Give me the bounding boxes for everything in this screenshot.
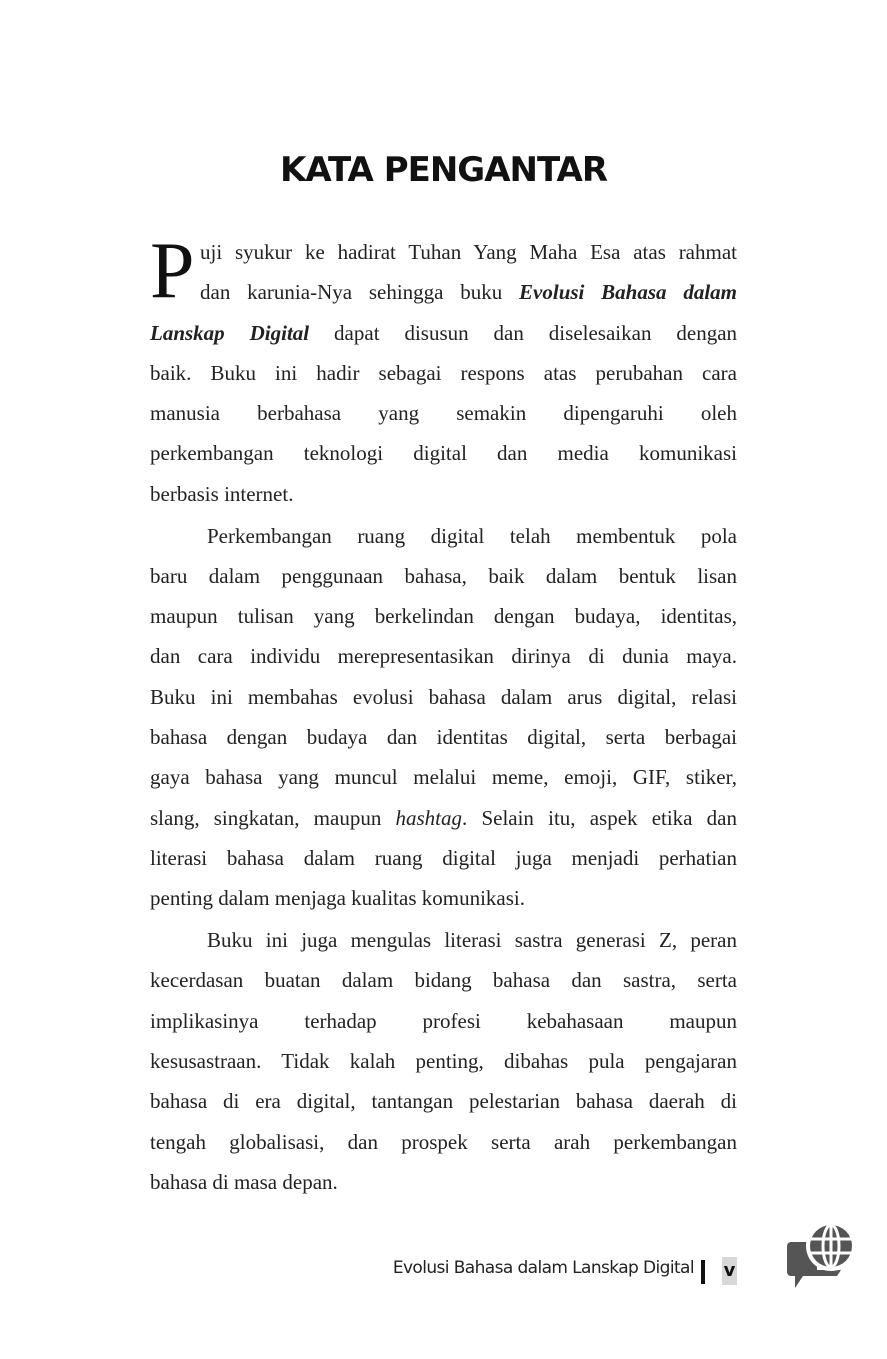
text-line bbox=[150, 516, 737, 556]
drop-cap: P bbox=[150, 227, 195, 315]
paragraph bbox=[150, 227, 738, 514]
text-line bbox=[150, 677, 737, 717]
text-span: baik. Buku ini hadir sebagai respons atas perubahan cara bbox=[150, 360, 737, 385]
text-span: implikasinya terhadap profesi kebahasaan maupun bbox=[150, 1008, 737, 1033]
text-line bbox=[150, 393, 737, 433]
chat-globe-icon bbox=[785, 1220, 857, 1292]
text-span: dan karunia-Nya sehingga buku bbox=[200, 280, 520, 305]
text-span: dapat disusun dan diselesaikan dengan bbox=[309, 320, 738, 345]
text-line bbox=[150, 313, 737, 353]
text-span: baru dalam penggunaan bahasa, baik dalam bentuk lisan bbox=[150, 563, 737, 588]
text-line bbox=[150, 556, 737, 596]
text-line bbox=[150, 1122, 737, 1162]
text-span: bahasa di era digital, tantangan pelestarian bahasa daerah di bbox=[150, 1089, 737, 1114]
text-span: literasi bahasa dalam ruang digital juga menjadi perhatian bbox=[150, 845, 737, 870]
text-line bbox=[150, 1162, 737, 1202]
text-span: Buku ini membahas evolusi bahasa dalam arus digital, relasi bbox=[150, 684, 737, 709]
emphasis-text: hashtag bbox=[395, 805, 463, 830]
text-span: tengah globalisasi, dan prospek serta arah perkembangan bbox=[150, 1129, 737, 1154]
text-span: berbasis internet. bbox=[150, 481, 294, 506]
text-line bbox=[150, 272, 737, 312]
text-span: penting dalam menjaga kualitas komunikasi. bbox=[150, 886, 525, 911]
page-number: v bbox=[722, 1257, 737, 1285]
paragraph bbox=[150, 920, 737, 1202]
text-line bbox=[150, 1041, 737, 1081]
text-span: Buku ini juga mengulas literasi sastra generasi Z, peran bbox=[207, 928, 737, 953]
running-footer-title: Evolusi Bahasa dalam Lanskap Digital bbox=[392, 1258, 694, 1278]
page-title: KATA PENGANTAR bbox=[279, 150, 608, 190]
text-line bbox=[150, 232, 737, 272]
text-span: bahasa di masa depan. bbox=[150, 1169, 338, 1194]
text-span: kesusastraan. Tidak kalah penting, dibahas pula pengajaran bbox=[150, 1048, 737, 1073]
text-line bbox=[150, 920, 737, 960]
text-line bbox=[150, 798, 737, 838]
text-line bbox=[150, 1081, 737, 1121]
text-span: slang, singkatan, maupun bbox=[150, 805, 396, 830]
text-span: kecerdasan buatan dalam bidang bahasa dan sastra, serta bbox=[150, 968, 737, 993]
text-span: gaya bahasa yang muncul melalui meme, emoji, GIF, stiker, bbox=[150, 765, 737, 790]
emphasis-text: Lanskap Digital bbox=[150, 320, 310, 345]
text-line bbox=[150, 596, 737, 636]
text-line bbox=[150, 353, 737, 393]
text-span: dan cara individu merepresentasikan dirinya di dunia maya. bbox=[150, 644, 737, 669]
body-text bbox=[150, 227, 738, 1204]
text-span: Perkembangan ruang digital telah membentuk pola bbox=[207, 523, 737, 548]
text-line bbox=[150, 717, 737, 757]
text-line bbox=[150, 757, 737, 797]
text-line bbox=[150, 636, 737, 676]
text-line bbox=[150, 878, 737, 918]
text-span: manusia berbahasa yang semakin dipengaruhi oleh bbox=[150, 401, 737, 426]
text-span: uji syukur ke hadirat Tuhan Yang Maha Esa atas rahmat bbox=[200, 240, 737, 264]
text-span: maupun tulisan yang berkelindan dengan budaya, identitas, bbox=[150, 604, 737, 629]
footer-divider bbox=[701, 1260, 705, 1284]
text-line bbox=[150, 433, 737, 473]
paragraph bbox=[150, 516, 737, 919]
text-line bbox=[150, 474, 737, 514]
emphasis-text: Evolusi Bahasa dalam bbox=[519, 280, 737, 305]
text-line bbox=[150, 960, 737, 1000]
text-line bbox=[150, 1001, 737, 1041]
text-span: . Selain itu, aspek etika dan bbox=[462, 805, 737, 830]
text-span: bahasa dengan budaya dan identitas digital, serta berbagai bbox=[150, 725, 737, 750]
text-span: perkembangan teknologi digital dan media komunikasi bbox=[150, 441, 737, 466]
text-line bbox=[150, 838, 737, 878]
